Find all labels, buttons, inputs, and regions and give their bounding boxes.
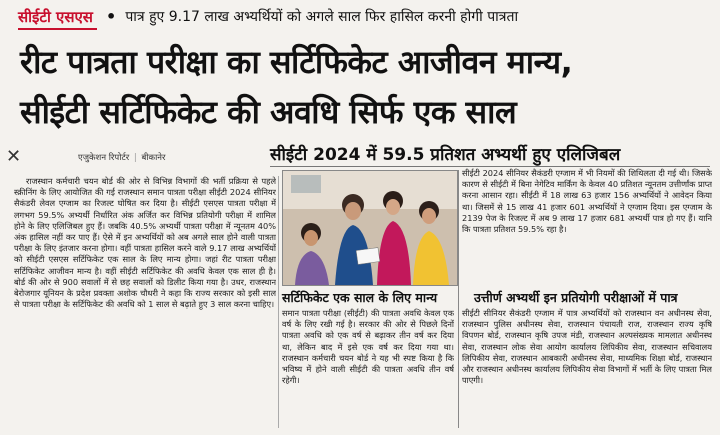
bullet: •: [106, 7, 117, 26]
byline-place: बीकानेर: [141, 153, 166, 163]
section-heading-validity: सर्टिफिकेट एक साल के लिए मान्य: [282, 290, 438, 305]
subheadline: सीईटी 2024 में 59.5 प्रतिशत अभ्यर्थी हुए एलिजिबल: [270, 145, 621, 165]
column-divider-right: [458, 170, 459, 428]
body-mid-column: [282, 308, 454, 428]
students-illustration: [283, 171, 457, 285]
strap-row: [18, 6, 718, 30]
cross-mark-icon: ✕: [6, 146, 22, 167]
body-r2-text: सीईटी सीनियर सैकंडरी एग्जाम में पात्र अभ्यर्थियों को राजस्थान वन अधीनस्थ सेवा, राजस्थान पुलिस अधीनस्थ सेवा, राजस्थान पंचायती राज, राजस्थान राज्य कृषि विपणन बोर्ड, राजस्थान कृषि उपज मंडी, राजस्थान अल्पसंख्यक मामलात अधीनस्थ सेवा, राजस्थान लोक सेवा आयोग कार्यालय लिपिकीय सेवा, राजस्थान सचिवालय लिपिकीय सेवा, राजस्थान आबकारी अधीनस्थ सेवा, माध्यमिक शिक्षा बोर्ड, राजस्थान और राजस्थान अधीनस्थ कार्यालय लिपिकीय सेवा विभागों में भर्ती के लिए पात्रता मिल पाएगी।: [462, 308, 712, 386]
body-right-column: [462, 168, 712, 280]
byline: [78, 152, 165, 163]
headline-line-2: सीईटी सर्टिफिकेट की अवधि सिर्फ एक साल: [20, 93, 517, 131]
students-photo: [282, 170, 458, 286]
section-heading-eligible-exams: उत्तीर्ण अभ्यर्थी इन प्रतियोगी परीक्षाओं में पात्र: [474, 290, 678, 305]
column-divider-left: [278, 176, 279, 428]
section-kicker: सीईटी एसएस: [18, 6, 97, 30]
byline-separator: |: [133, 153, 137, 163]
strap-line: पात्र हुए 9.17 लाख अभ्यर्थियों को अगले साल फिर हासिल करनी होगी पात्रता: [125, 9, 519, 25]
headline-line-1: रीट पात्रता परीक्षा का सर्टिफिकेट आजीवन मान्य,: [20, 43, 573, 81]
byline-author: एजुकेशन रिपोर्टर: [78, 153, 130, 163]
body-right-text: सीईटी 2024 सीनियर सैकंडरी एग्जाम में भी नियमों की शिथिलता दी गई थी। जिसके कारण से सीईटी में बिना नेगेटिव मार्किंग के केवल 40 प्रतिशत न्यूनतम उत्तीर्णांक प्राप्त करना आसान रहा। सीईटी में 18 लाख 63 हजार 156 अभ्यर्थियों ने आवेदन किया था। जिसमें से 15 लाख 41 हजार 601 अभ्यर्थियों ने एग्जाम दिया। इस एग्जाम के 2139 पेज के रिजल्ट में अब 9 लाख 17 हजार 681 अभ्यर्थी पात्र हो गए हैं। यानि कि पात्रता प्रतिशत 59.5% रहा है।: [462, 168, 712, 235]
body-mid-text: समान पात्रता परीक्षा (सीईटी) की पात्रता अवधि केवल एक वर्ष के लिए रखी गई है। सरकार की ओर से पिछले दिनों पात्रता अवधि को एक वर्ष से बढ़ाकर तीन वर्ष कर दिया था, लेकिन बाद में इसे एक वर्ष कर दिया गया था। राजस्थान कर्मचारी चयन बोर्ड ने यह भी स्पष्ट किया है कि भविष्य में होने वाली सीईटी की पात्रता अवधि तीन वर्ष रहेगी।: [282, 308, 454, 386]
body-r2-column: [462, 308, 712, 428]
body-left-column: [14, 176, 276, 428]
body-left-text: राजस्थान कर्मचारी चयन बोर्ड की ओर से विभिन्न विभागों की भर्ती प्रक्रिया से पहले स्क्रीनिंग के लिए आयोजित की गई राजस्थान समान पात्रता परीक्षा सीईटी 2024 सीनियर सैकंडरी लेवल एग्जाम का रिजल्ट घोषित कर दिया है। सीईटी एसएस पात्रता परीक्षा में लगभग 59.5% अभ्यर्थी निर्धारित अंक अर्जित कर विभिन्न प्रतियोगी परीक्षा में शामिल होने के लिए एलिजिबल हुए हैं। जबकि 40.5% अभ्यर्थी पात्रता परीक्षा में न्यूनतम 40% अंक हासिल नहीं कर पाए हैं। ऐसे में इन अभ्यर्थियों को अब अगले साल होने वाली पात्रता परीक्षा के लिए इंतजार करना होगा। वहीं पात्रता हासिल करने वाले 9.17 लाख अभ्यर्थियों को सीईटी एसएस सर्टिफिकेट एक साल के लिए मान्य होगा। जहां रीट पात्रता परीक्षा सर्टिफिकेट आजीवन मान्य है। वहीं सीईटी सर्टिफिकेट की अवधि केवल एक साल ही है। बोर्ड की ओर से 900 सवालों में से छह सवालों को डिलीट किया गया है। उधर, राजस्थान बेरोजगार यूनियन के प्रदेश प्रवक्ता अशोक चौधरी ने कहा कि राज्य सरकार को इसी साल से पात्रता परीक्षा के सर्टिफिकेट की अवधि को 1 साल से बढ़ाते हुए 3 साल करना चाहिए।: [14, 176, 276, 310]
subhead-rule: [270, 166, 710, 167]
